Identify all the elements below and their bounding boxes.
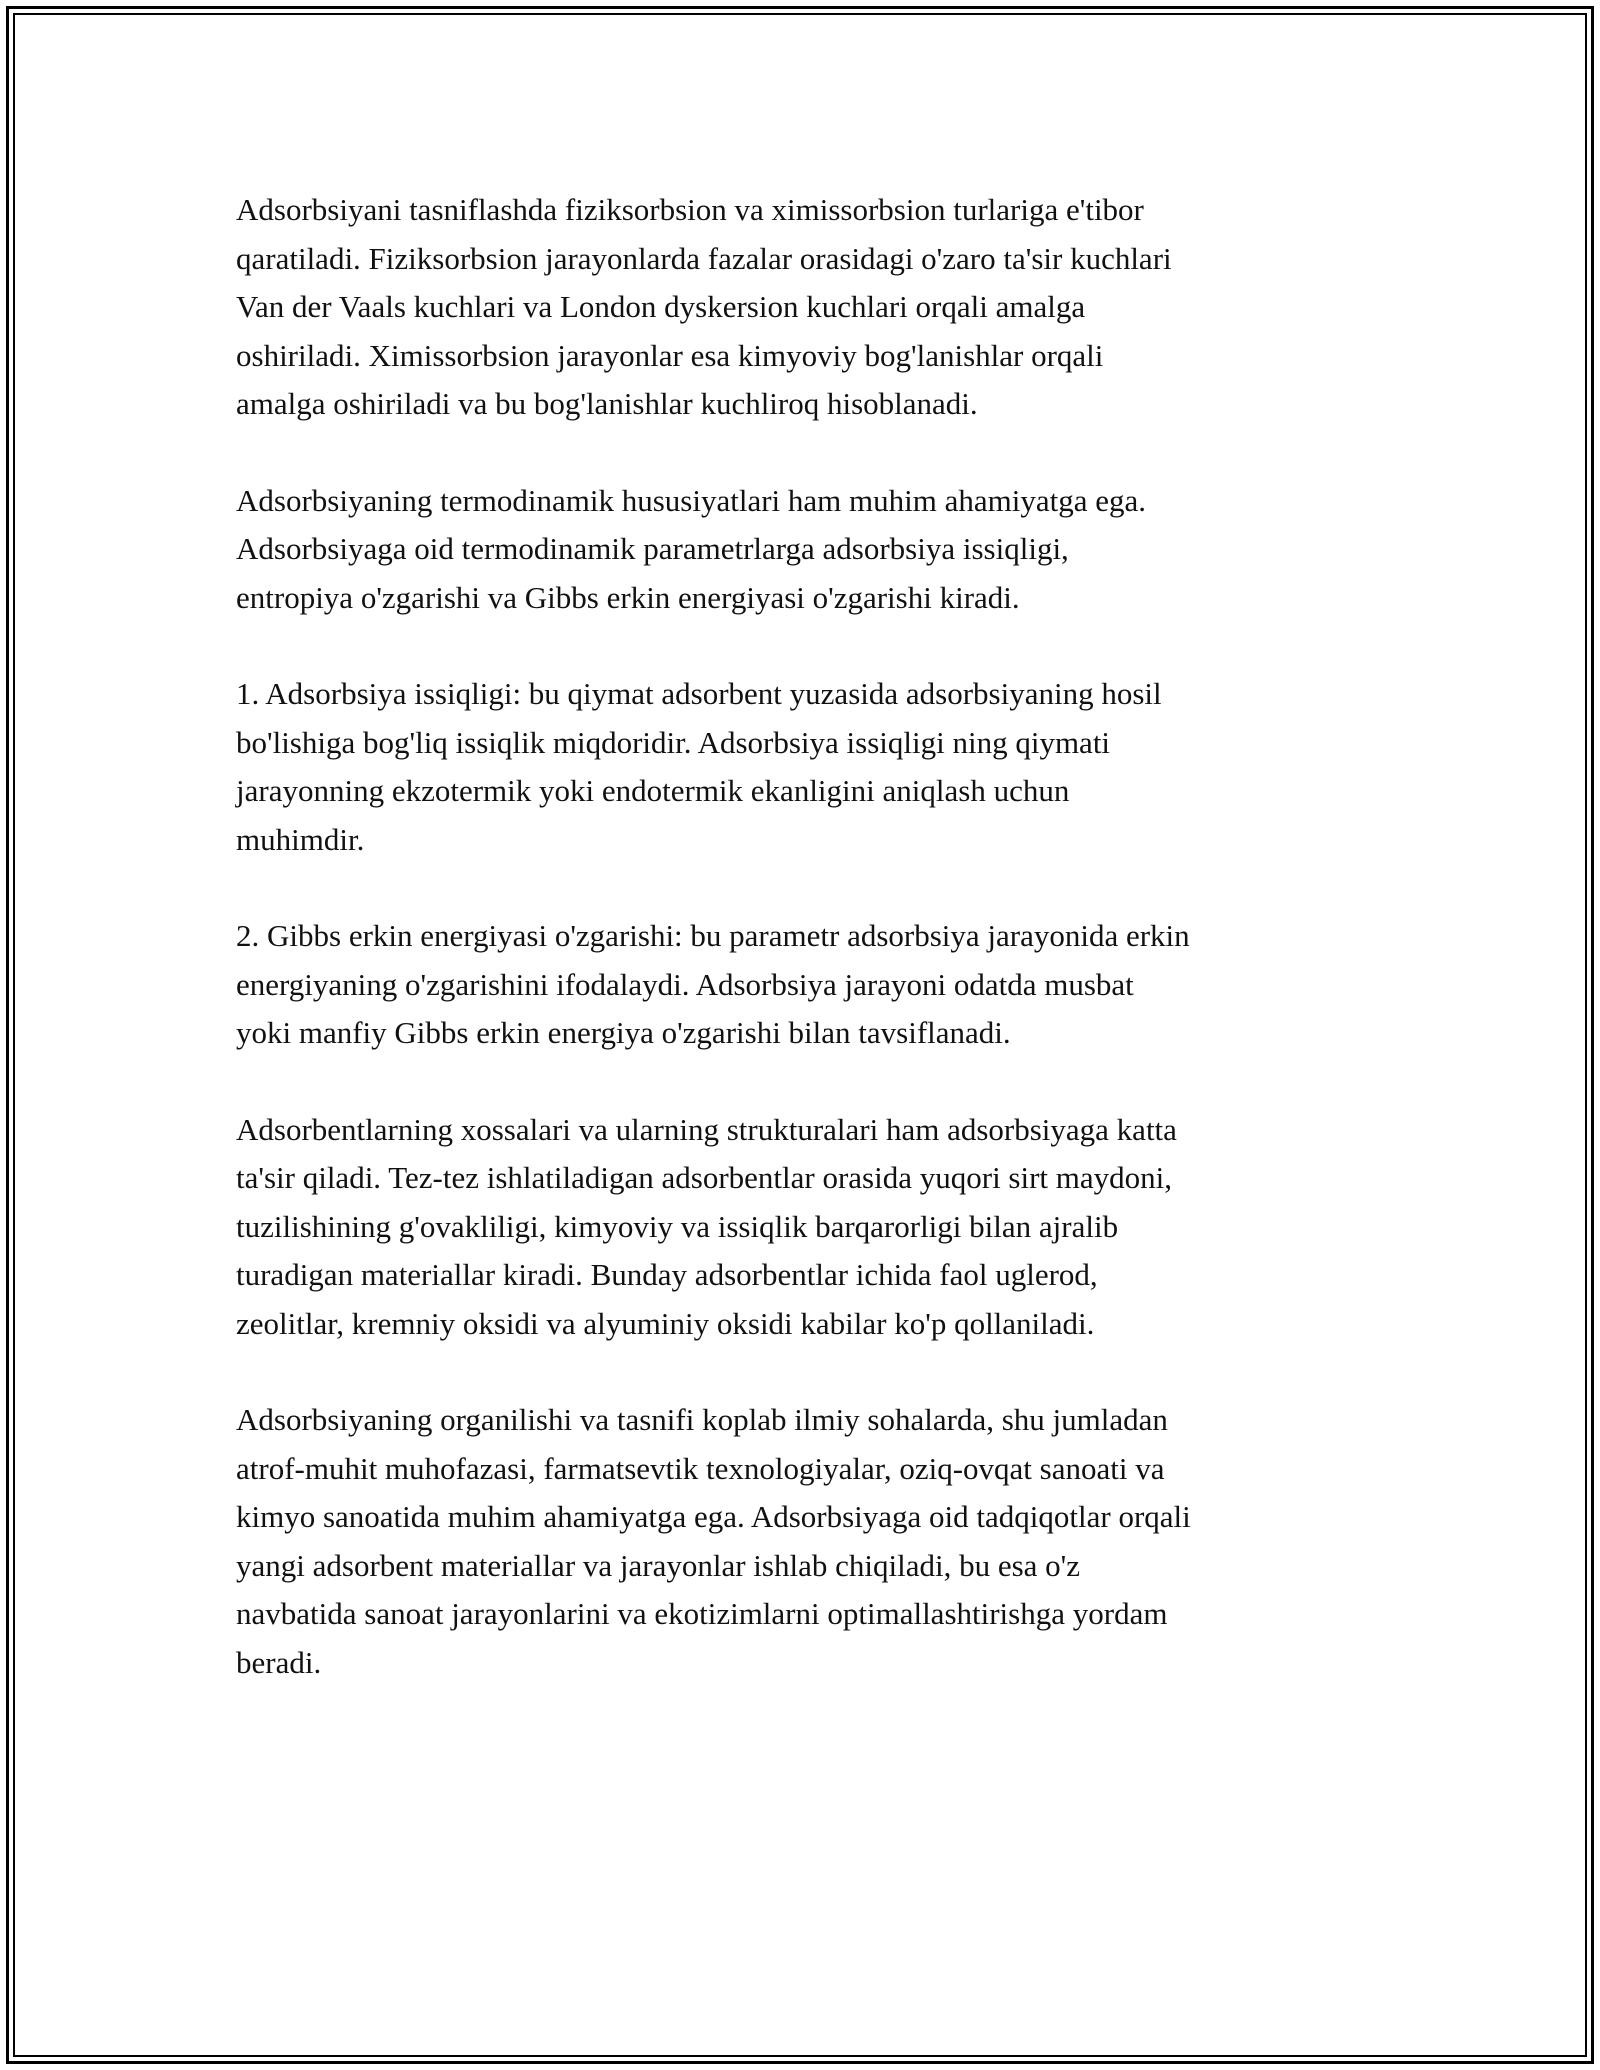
document-body xyxy=(236,186,1366,1735)
paragraph-gibbs-energy: 2. Gibbs erkin energiyasi o'zgarishi: bu parametr adsorbsiya jarayonida erkin energiyaning o'zgarishini ifodalaydi. Adsorbsiya jarayoni odatda musbat yoki manfiy Gibbs erkin energiya o'zgarishi bilan tavsiflanadi. xyxy=(236,918,1190,1050)
paragraph-adsorption-heat: 1. Adsorbsiya issiqligi: bu qiymat adsorbent yuzasida adsorbsiyaning hosil bo'lishiga bog'liq issiqlik miqdoridir. Adsorbsiya issiqligi ning qiymati jarayonning ekzotermik yoki endotermik ekanligini aniqlash uchun muhimdir. xyxy=(236,676,1162,857)
paragraph-adsorbent-properties: Adsorbentlarning xossalari va ularning strukturalari ham adsorbsiyaga katta ta'sir qiladi. Tez-tez ishlatiladigan adsorbentlar orasida yuqori sirt maydoni, tuzilishining g'ovakliligi, kimyoviy va issiqlik barqarorligi bilan ajralib turadigan materiallar kiradi. Bunday adsorbentlar ichida faol uglerod, zeolitlar, kremniy oksidi va alyuminiy oksidi kabilar ko'p qollaniladi. xyxy=(236,1111,1177,1341)
paragraph-classification: Adsorbsiyani tasniflashda fiziksorbsion va ximissorbsion turlariga e'tibor qaratiladi. Fiziksorbsion jarayonlarda fazalar orasidagi o'zaro ta'sir kuchlari Van der Vaals kuchlari va London dyskersion kuchlari orqali amalga oshiriladi. Ximissorbsion jarayonlar esa kimyoviy bog'lanishlar orqali amalga oshiriladi va bu bog'lanishlar kuchliroq hisoblanadi. xyxy=(236,192,1172,421)
paragraph-thermodynamics: Adsorbsiyaning termodinamik hususiyatlari ham muhim ahamiyatga ega. Adsorbsiyaga oid termodinamik parametrlarga adsorbsiya issiqligi, entropiya o'zgarishi va Gibbs erkin energiyasi o'zgarishi kiradi. xyxy=(236,482,1147,615)
paragraph-applications: Adsorbsiyaning organilishi va tasnifi koplab ilmiy sohalarda, shu jumladan atrof-muhit muhofazasi, farmatsevtik texnologiyalar, oziq-ovqat sanoati va kimyo sanoatida muhim ahamiyatga ega. Adsorbsiyaga oid tadqiqotlar orqali yangi adsorbent materiallar va jarayonlar ishlab chiqiladi, bu esa o'z navbatida sanoat jarayonlarini va ekotizimlarni optimallashtirishga yordam beradi. xyxy=(236,1402,1191,1680)
